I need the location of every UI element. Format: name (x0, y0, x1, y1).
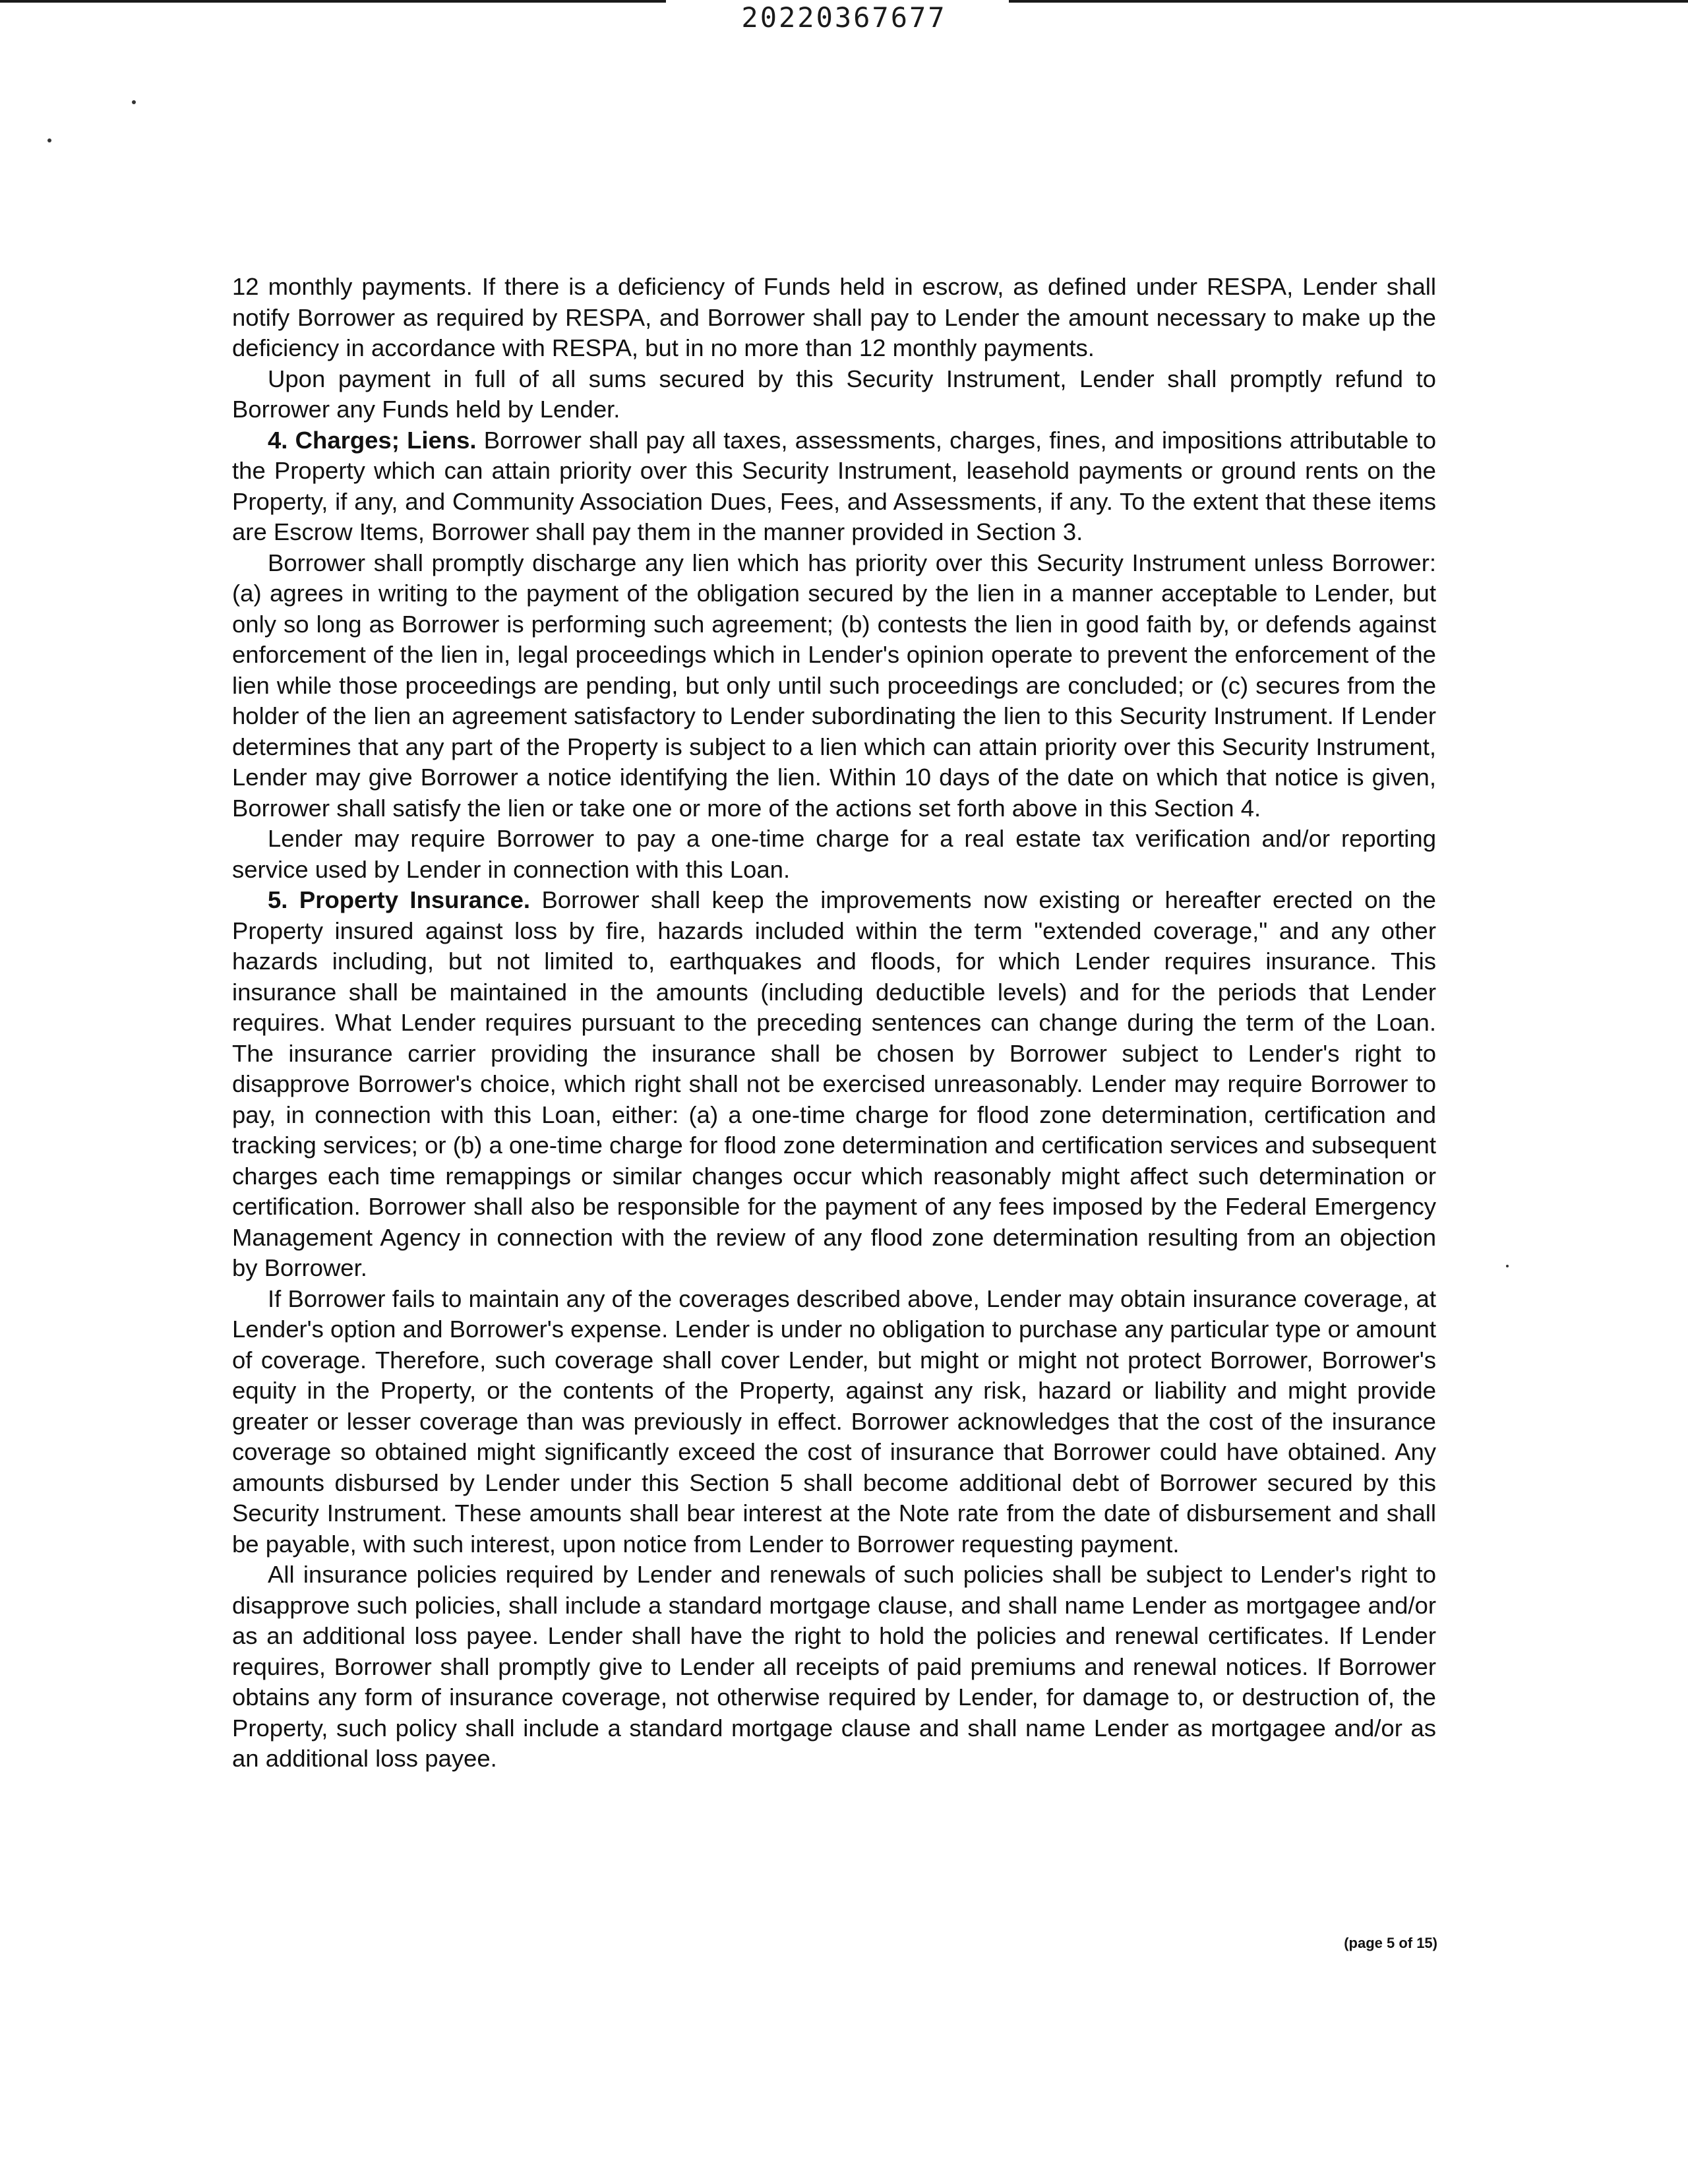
section-5-text: Borrower shall keep the improvements now existing or hereafter erected on the Property insured against loss by fire, hazards included within the term "extended coverage," and any other hazards including, but not limited to, earthquakes and floods, for which Lender requires insurance. This insurance shall be maintained in the amounts (including deductible levels) and for the periods that Lender requires. What Lender requires pursuant to the preceding sentences can change during the term of the Loan. The insurance carrier providing the insurance shall be chosen by Borrower subject to Lender's right to disapprove Borrower's choice, which right shall not be exercised unreasonably. Lender may require Borrower to pay, in connection with this Loan, either: (a) a one-time charge for flood zone determination, certification and tracking services; or (b) a one-time charge for flood zone determination and certification services and subsequent charges each time remappings or similar changes occur which reasonably might affect such determination or certification. Borrower shall also be responsible for the payment of any fees imposed by the Federal Emergency Management Agency in connection with the review of any flood zone determination resulting from an objection by Borrower. (232, 886, 1436, 1281)
paragraph-section-4-charges-liens (232, 425, 1436, 548)
document-number: 20220367677 (741, 1, 947, 34)
paragraph-section-5-property-insurance (232, 885, 1436, 1284)
paragraph-escrow-deficiency: 12 monthly payments. If there is a deficiency of Funds held in escrow, as defined under RESPA, Lender shall notify Borrower as required by RESPA, and Borrower shall pay to Lender the amount necessary to make up the deficiency in accordance with RESPA, but in no more than 12 monthly payments. (232, 273, 1436, 361)
section-5-heading: 5. Property Insurance. (268, 886, 531, 913)
paragraph-insurance-policies: All insurance policies required by Lender and renewals of such policies shall be subject to Lender's right to disapprove such policies, shall include a standard mortgage clause, and shall name Lender as mortgagee and/or as an additional loss payee. Lender shall have the right to hold the policies and renewal certificates. If Lender requires, Borrower shall promptly give to Lender all receipts of paid premiums and renewal notices. If Borrower obtains any form of insurance coverage, not otherwise required by Lender, for damage to, or destruction of, the Property, such policy shall include a standard mortgage clause and shall name Lender as mortgagee and/or as an additional loss payee. (232, 1561, 1436, 1772)
paragraph-coverage-failure: If Borrower fails to maintain any of the coverages described above, Lender may obtain insurance coverage, at Lender's option and Borrower's expense. Lender is under no obligation to purchase any particular type or amount of coverage. Therefore, such coverage shall cover Lender, but might or might not protect Borrower, Borrower's equity in the Property, or the contents of the Property, against any risk, hazard or liability and might provide greater or lesser coverage than was previously in effect. Borrower acknowledges that the cost of the insurance coverage so obtained might significantly exceed the cost of insurance that Borrower could have obtained. Any amounts disbursed by Lender under this Section 5 shall become additional debt of Borrower secured by this Security Instrument. These amounts shall bear interest at the Note rate from the date of disbursement and shall be payable, with such interest, upon notice from Lender to Borrower requesting payment. (232, 1285, 1436, 1558)
scan-speck (1506, 1265, 1509, 1267)
scan-speck (47, 138, 51, 142)
document-body (232, 272, 1436, 1774)
paragraph-discharge-lien: Borrower shall promptly discharge any lien which has priority over this Security Instrument unless Borrower: (a) agrees in writing to the payment of the obligation secured by the lien in a manner acceptable to Lender, but only so long as Borrower is performing such agreement; (b) contests the lien in good faith by, or defends against enforcement of the lien in, legal proceedings which in Lender's opinion operate to prevent the enforcement of the lien while those proceedings are pending, but only until such proceedings are concluded; or (c) secures from the holder of the lien an agreement satisfactory to Lender subordinating the lien to this Security Instrument. If Lender determines that any part of the Property is subject to a lien which can attain priority over this Security Instrument, Lender may give Borrower a notice identifying the lien. Within 10 days of the date on which that notice is given, Borrower shall satisfy the lien or take one or more of the actions set forth above in this Section 4. (232, 549, 1436, 822)
paragraph-tax-verification: Lender may require Borrower to pay a one-time charge for a real estate tax verification and/or reporting service used by Lender in connection with this Loan. (232, 825, 1436, 883)
section-4-text: Borrower shall pay all taxes, assessments, charges, fines, and impositions attributable to the Property which can attain priority over this Security Instrument, leasehold payments or ground rents on the Property, if any, and Community Association Dues, Fees, and Assessments, if any. To the extent that these items are Escrow Items, Borrower shall pay them in the manner provided in Section 3. (232, 426, 1437, 545)
page-number: (page 5 of 15) (1344, 1935, 1437, 1951)
paragraph-refund-funds: Upon payment in full of all sums secured by this Security Instrument, Lender shall promptly refund to Borrower any Funds held by Lender. (232, 365, 1436, 423)
section-4-heading: 4. Charges; Liens. (268, 426, 477, 454)
scan-speck (132, 100, 136, 104)
